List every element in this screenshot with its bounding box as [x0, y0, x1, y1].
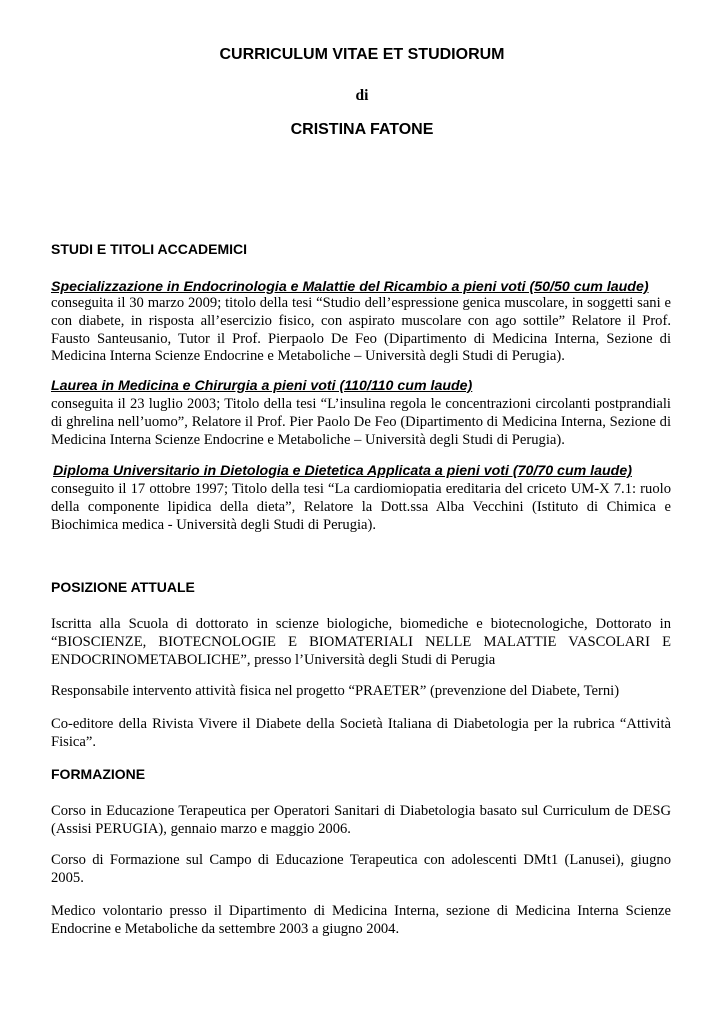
degree-description-laurea [51, 396, 671, 449]
formazione-paragraph-desg [51, 803, 671, 839]
section-heading-posizione: POSIZIONE ATTUALE [51, 579, 195, 595]
degree-title-diploma: Diploma Universitario in Dietologia e Dietetica Applicata a pieni voti (70/70 cum laude) [53, 463, 632, 479]
text-line: Co-editore della Rivista Vivere il Diabete della Società Italiana di Diabetologia per la rubrica “Attività [51, 716, 671, 732]
text-line: Iscritta alla Scuola di dottorato in scienze biologiche, biomediche e biotecnologiche, Dottorato in [51, 616, 671, 632]
text-line: Fisica”. [51, 733, 96, 750]
candidate-name: CRISTINA FATONE [290, 121, 434, 138]
text-line: della componente lipidica della dieta”, Relatore la Dott.ssa Alba Vecchini (Istituto di Chimica e [51, 498, 671, 515]
section-heading-studi: STUDI E TITOLI ACCADEMICI [51, 241, 247, 257]
text-line: Endocrine e Metaboliche da settembre 2003 a giugno 2004. [51, 920, 400, 937]
formazione-paragraph-lanusei [51, 852, 671, 888]
text-line: Medicina Interna Scienze Endocrine e Metaboliche – Università degli Studi di Perugia). [51, 348, 565, 365]
text-line: Biochimica medica - Università degli Studi di Perugia). [51, 516, 377, 533]
text-line: (Assisi PERUGIA), gennaio marzo e maggio 2006. [51, 820, 351, 837]
text-line: Corso in Educazione Terapeutica per Operatori Sanitari di Diabetologia basato sul Curriculum de DESG [51, 803, 671, 819]
degree-description-specializzazione [51, 295, 671, 366]
text-line: con diabete, in risposta all’esercizio fisico, con aspirato muscolare con ago sottile” Relatore il Prof. [51, 312, 671, 329]
degree-title-specializzazione: Specializzazione in Endocrinologia e Malattie del Ricambio a pieni voti (50/50 cum laude) [51, 279, 649, 295]
text-line: Medico volontario presso il Dipartimento di Medicina Interna, sezione di Medicina Interna Scienze [51, 903, 671, 919]
text-line: Fausto Santeusanio, Tutor il Prof. Pierpaolo De Feo (Dipartimento di Medicina Interna, Sezione di [51, 330, 671, 347]
title-di: di [355, 87, 369, 104]
degree-description-diploma [51, 481, 671, 534]
posizione-paragraph-dottorato [51, 616, 671, 669]
section-heading-formazione: FORMAZIONE [51, 766, 146, 782]
text-line: Medicina Interna Scienze Endocrine e Metaboliche – Università degli Studi di Perugia). [51, 431, 565, 448]
text-line: conseguito il 17 ottobre 1997; Titolo della tesi “La cardiomiopatia ereditaria del criceto UM-X 7.1: ruolo [51, 481, 671, 497]
posizione-paragraph-praeter [51, 683, 671, 701]
formazione-paragraph-volontario [51, 903, 671, 939]
text-line: ENDOCRINOMETABOLICHE”, presso l’Università degli Studi di Perugia [51, 651, 496, 668]
text-line: conseguita il 30 marzo 2009; titolo della tesi “Studio dell’espressione genica muscolare, in soggetti sani e [51, 295, 671, 311]
text-line: conseguita il 23 luglio 2003; Titolo della tesi “L’insulina regola le concentrazioni circolanti postprandiali [51, 396, 671, 412]
text-line: 2005. [51, 869, 84, 886]
text-line: “BIOSCIENZE, BIOTECNOLOGIE E BIOMATERIALI NELLE MALATTIE VASCOLARI E [51, 633, 671, 650]
degree-title-laurea: Laurea in Medicina e Chirurgia a pieni voti (110/110 cum laude) [51, 378, 473, 394]
text-line: Corso di Formazione sul Campo di Educazione Terapeutica con adolescenti DMt1 (Lanusei), giugno [51, 852, 671, 868]
text-line: di ghrelina nell’uomo”, Relatore il Prof. Pier Paolo De Feo (Dipartimento di Medicina Interna, Sezione di [51, 413, 671, 430]
posizione-paragraph-coeditore [51, 716, 671, 752]
text-line: Responsabile intervento attività fisica nel progetto “PRAETER” (prevenzione del Diabete, Terni) [51, 683, 620, 699]
document-title: CURRICULUM VITAE ET STUDIORUM [219, 46, 505, 63]
